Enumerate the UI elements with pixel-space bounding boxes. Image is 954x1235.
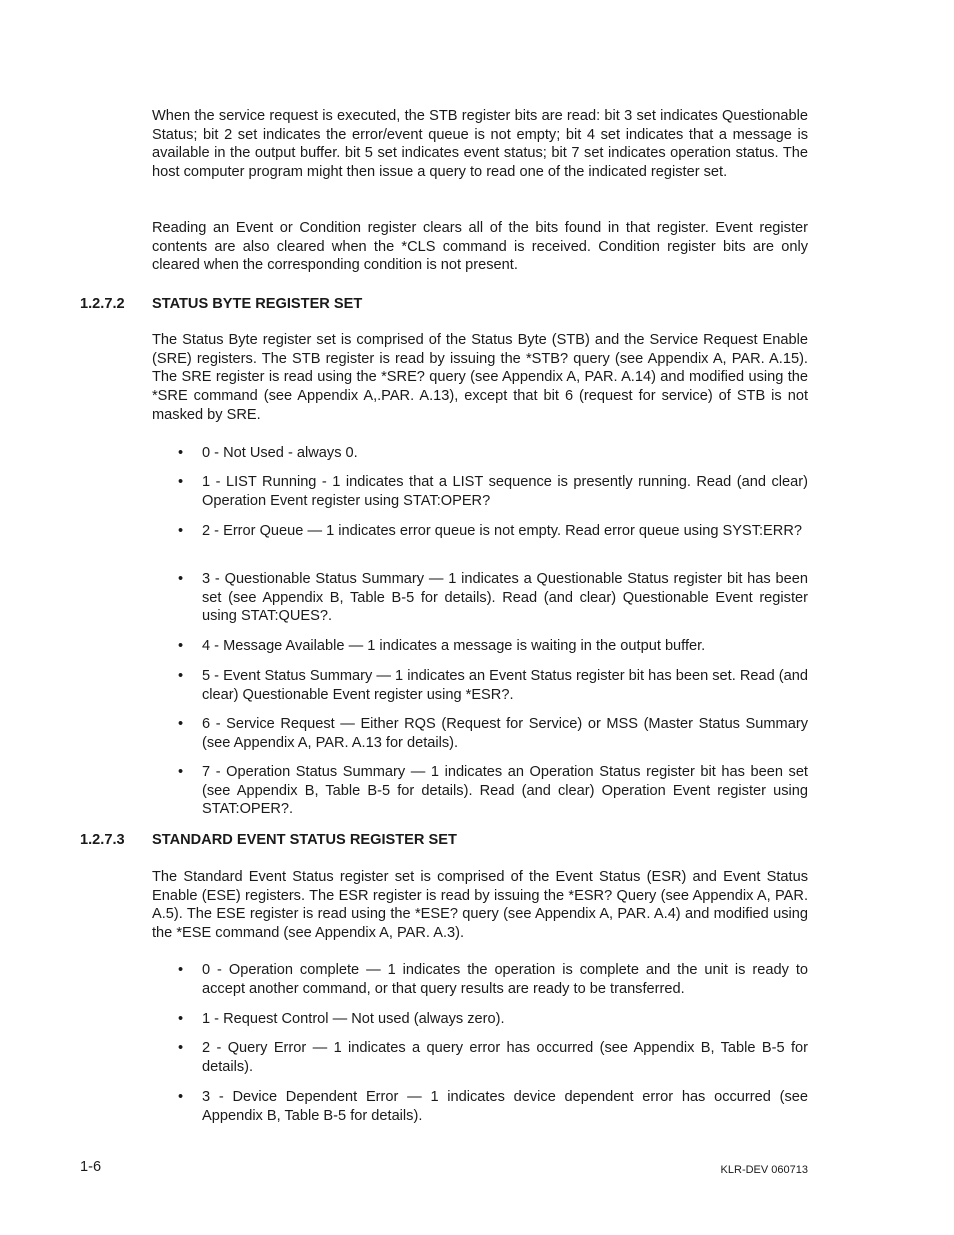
section-title: STANDARD EVENT STATUS REGISTER SET <box>152 832 457 848</box>
bullet-icon: • <box>178 668 184 684</box>
list-item <box>178 522 808 541</box>
list-item-text: 5 - Event Status Summary — 1 indicates an Event Status register bit has been set. Read (and clear) Questionable Event register using *ESR?. <box>202 668 808 703</box>
page-number: 1-6 <box>80 1159 102 1175</box>
bullet-icon: • <box>178 764 184 780</box>
list-item-text: 6 - Service Request — Either RQS (Request for Service) or MSS (Master Status Summary (see Appendix A, PAR. A.13 for details). <box>202 716 808 751</box>
list-item-text: 4 - Message Available — 1 indicates a message is waiting in the output buffer. <box>202 638 706 654</box>
list-item <box>178 444 808 463</box>
bullet-icon: • <box>178 523 184 539</box>
list-item-text: 3 - Questionable Status Summary — 1 indicates a Questionable Status register bit has been set (see Appendix B, Table B-5 for details). Read (and clear) Questionable Event register using STAT:QUES?. <box>202 571 808 625</box>
document-id: KLR-DEV 060713 <box>720 1164 808 1176</box>
standard-event-paragraph: The Standard Event Status register set is comprised of the Event Status (ESR) and Event Status Enable (ESE) registers. The ESR register is read by issuing the *ESR? Query (see Appendix A, PAR. A.5). The ESE register is read using the *ESE? query (see Appendix A, PAR. A.4) and modified using the *ESE command (see Appendix A, PAR. A.3). <box>152 869 808 942</box>
list-item <box>178 763 808 819</box>
list-item <box>178 961 808 998</box>
intro-paragraph-1: When the service request is executed, the STB register bits are read: bit 3 set indicates Questionable Status; bit 2 set indicates the error/event queue is not empty; bit 4 set indicates that a message is available in the output buffer. bit 5 set indicates event status; bit 7 set indicates operation status. The host computer program might then issue a query to read one of the indicated register set. <box>152 108 808 181</box>
list-item-text: 3 - Device Dependent Error — 1 indicates device dependent error has occurred (see Appendix B, Table B-5 for details). <box>202 1089 808 1124</box>
section-number: 1.2.7.2 <box>80 296 125 312</box>
bullet-icon: • <box>178 962 184 978</box>
list-item-text: 7 - Operation Status Summary — 1 indicates an Operation Status register bit has been set (see Appendix B, Table B-5 for details). Read (and clear) Operation Event register using STAT:OPER?. <box>202 764 808 818</box>
section-heading-standard-event <box>80 831 780 850</box>
section-title: STATUS BYTE REGISTER SET <box>152 296 363 312</box>
list-item <box>178 715 808 752</box>
list-item <box>178 1039 808 1076</box>
list-item <box>178 1088 808 1125</box>
list-item <box>178 667 808 704</box>
bullet-icon: • <box>178 474 184 490</box>
list-item <box>178 570 808 626</box>
bullet-icon: • <box>178 1089 184 1105</box>
bullet-icon: • <box>178 571 184 587</box>
list-item-text: 0 - Operation complete — 1 indicates the operation is complete and the unit is ready to accept another command, or that query results are ready to be transferred. <box>202 962 808 997</box>
list-item <box>178 1010 808 1029</box>
bullet-icon: • <box>178 1011 184 1027</box>
list-item <box>178 637 808 656</box>
intro-paragraph-2: Reading an Event or Condition register clears all of the bits found in that register. Event register contents are also cleared when the *CLS command is received. Condition register bits are only cleared when the corresponding condition is not present. <box>152 220 808 274</box>
list-item-text: 1 - LIST Running - 1 indicates that a LIST sequence is presently running. Read (and clear) Operation Event register using STAT:OPER? <box>202 474 808 509</box>
bullet-icon: • <box>178 716 184 732</box>
status-byte-paragraph: The Status Byte register set is comprised of the Status Byte (STB) and the Service Request Enable (SRE) registers. The STB register is read by issuing the *STB? query (see Appendix A, PAR. A.15). The SRE register is read using the *SRE? query (see Appendix A, PAR. A.14) and modified using the *SRE command (see Appendix A,.PAR. A.13), except that bit 6 (request for service) of STB is not masked by SRE. <box>152 332 808 423</box>
list-item-text: 0 - Not Used - always 0. <box>202 445 358 461</box>
section-number: 1.2.7.3 <box>80 832 125 848</box>
list-item <box>178 473 808 510</box>
section-heading-status-byte <box>80 295 780 314</box>
list-item-text: 2 - Error Queue — 1 indicates error queue is not empty. Read error queue using SYST:ERR? <box>202 523 802 539</box>
bullet-icon: • <box>178 445 184 461</box>
bullet-icon: • <box>178 638 184 654</box>
list-item-text: 2 - Query Error — 1 indicates a query error has occurred (see Appendix B, Table B-5 for details). <box>202 1040 808 1075</box>
list-item-text: 1 - Request Control — Not used (always zero). <box>202 1011 505 1027</box>
bullet-icon: • <box>178 1040 184 1056</box>
